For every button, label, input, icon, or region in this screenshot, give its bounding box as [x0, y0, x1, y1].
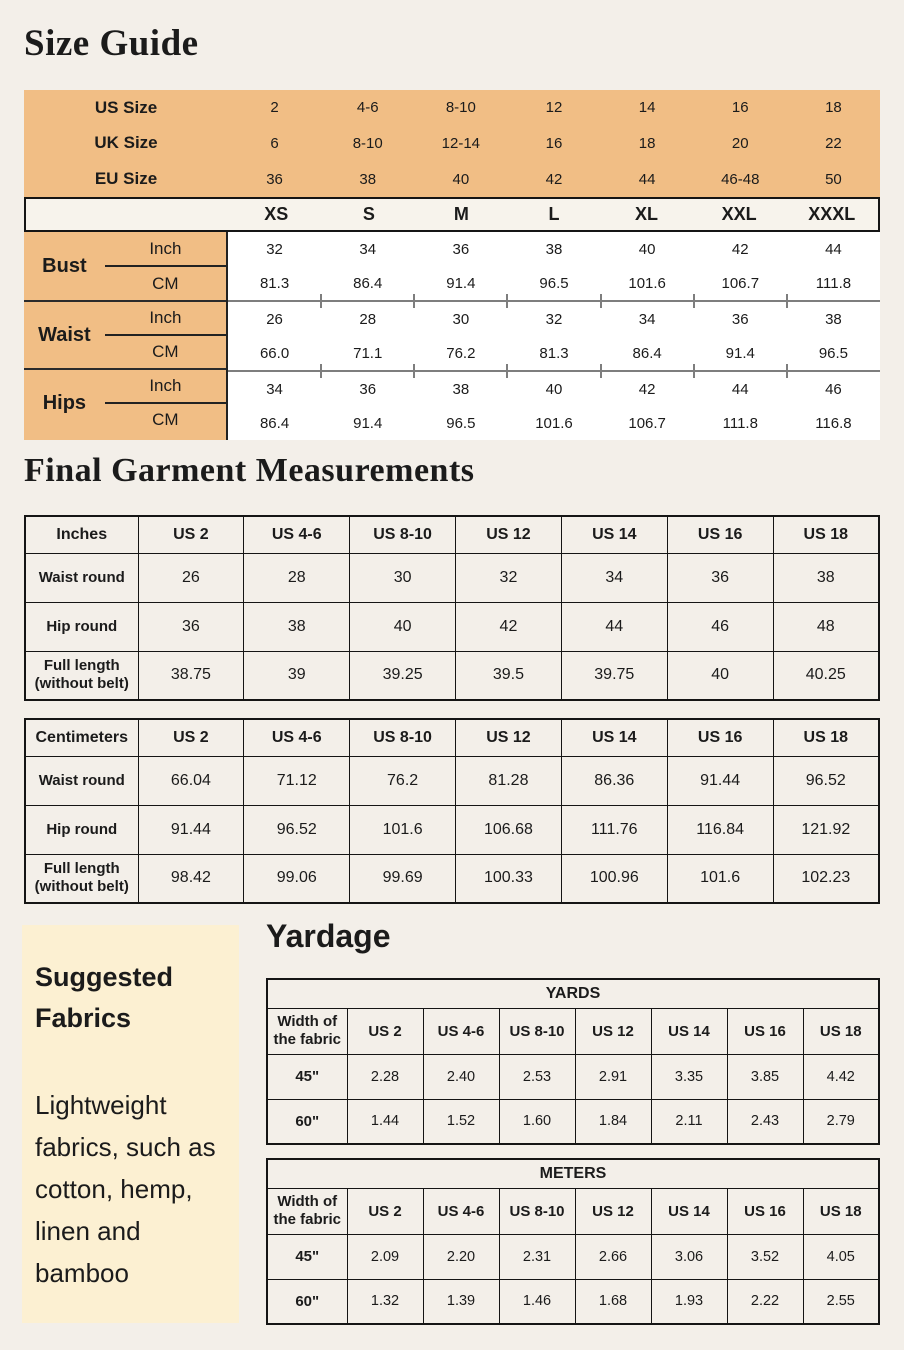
- value-cell: 2.11: [651, 1099, 727, 1144]
- value-cell: 2.31: [499, 1234, 575, 1279]
- column-header-cell: US 4-6: [423, 1188, 499, 1234]
- value-cell: 111.76: [561, 805, 667, 854]
- value-cell: 1.68: [575, 1279, 651, 1324]
- hips-inch-value: 38: [452, 380, 470, 398]
- measurement-label: Bust: [42, 254, 87, 277]
- bust-inch-value: 40: [638, 240, 656, 258]
- unit-header-cell: Centimeters: [25, 719, 138, 756]
- value-cell: 2.66: [575, 1234, 651, 1279]
- conversion-cell: 14: [638, 99, 656, 117]
- yardage-table-title: YARDS: [267, 979, 879, 1008]
- column-header-cell: US 16: [667, 516, 773, 553]
- waist-cm-value: 91.4: [725, 344, 755, 362]
- column-header-cell: US 4-6: [244, 516, 350, 553]
- size-label: M: [453, 204, 469, 224]
- bust-values: [228, 232, 880, 300]
- value-cell: 99.06: [244, 854, 350, 903]
- unit-label-cm: CM: [152, 342, 179, 361]
- bust-cm-value: 86.4: [353, 274, 383, 292]
- conversion-cell: 36: [266, 170, 283, 188]
- measurement-labels-column: [24, 232, 228, 440]
- unit-label-inch: Inch: [105, 232, 226, 267]
- bust-cm-value: 91.4: [446, 274, 476, 292]
- value-cell: 100.33: [456, 854, 562, 903]
- hips-cm-value: 86.4: [259, 414, 290, 432]
- conversion-cell: 2: [270, 99, 279, 117]
- hips-cm-value: 101.6: [535, 414, 573, 432]
- value-cell: 2.43: [727, 1099, 803, 1144]
- unit-label-inch: Inch: [105, 302, 226, 336]
- value-cell: 2.40: [423, 1054, 499, 1099]
- waist-inch-value: 26: [266, 310, 283, 328]
- value-cell: 4.05: [803, 1234, 879, 1279]
- value-cell: 2.20: [423, 1234, 499, 1279]
- bust-cm-value: 101.6: [628, 274, 666, 292]
- waist-cm-value: 86.4: [632, 344, 662, 362]
- value-cell: 2.53: [499, 1054, 575, 1099]
- value-cell: 76.2: [350, 756, 456, 805]
- value-cell: 2.22: [727, 1279, 803, 1324]
- yardage-table-yards: [266, 978, 880, 1145]
- conversion-cell: 40: [452, 170, 470, 188]
- column-header-cell: US 14: [651, 1008, 727, 1054]
- bust-inch-value: 36: [452, 240, 470, 258]
- value-cell: 32: [456, 553, 562, 602]
- waist-inch-value: 32: [545, 310, 563, 328]
- page-title: Size Guide: [24, 23, 199, 64]
- column-header-cell: US 16: [727, 1008, 803, 1054]
- value-cell: 39: [244, 651, 350, 700]
- bust-cm-value: 96.5: [539, 274, 569, 292]
- column-header-cell: US 14: [651, 1188, 727, 1234]
- column-header-cell: US 18: [803, 1008, 879, 1054]
- conversion-row-label: EU Size: [94, 169, 158, 189]
- garment-table-inches: [24, 515, 880, 701]
- row-label-line: (without belt): [34, 675, 129, 693]
- value-cell: 39.75: [561, 651, 667, 700]
- measurement-section-hips: [24, 368, 226, 436]
- suggested-fabrics-box: [22, 925, 239, 1323]
- bust-inch-value: 42: [731, 240, 749, 258]
- value-cell: 4.42: [803, 1054, 879, 1099]
- bust-inch-value: 34: [359, 240, 377, 258]
- waist-cm-value: 66.0: [259, 344, 290, 362]
- yardage-table-meters: [266, 1158, 880, 1325]
- value-cell: 44: [561, 602, 667, 651]
- conversion-cell: 8-10: [352, 134, 383, 152]
- hips-inch-value: 34: [266, 380, 283, 398]
- size-label: S: [362, 204, 375, 224]
- hips-inch-value: 42: [638, 380, 656, 398]
- bust-inch-value: 44: [825, 240, 842, 258]
- conversion-cell: 12-14: [441, 134, 481, 152]
- value-cell: 91.44: [138, 805, 244, 854]
- row-label-line: (without belt): [34, 878, 129, 896]
- conversion-cell: 22: [825, 134, 842, 152]
- conversion-cell: 8-10: [445, 99, 476, 117]
- row-label-line: Full length: [43, 860, 120, 878]
- hips-cm-value: 96.5: [446, 414, 476, 432]
- value-cell: 96.52: [244, 805, 350, 854]
- size-labels-row: [24, 197, 880, 232]
- measurement-block: [24, 232, 880, 440]
- conversion-cell: 18: [825, 99, 842, 117]
- value-cell: 28: [244, 553, 350, 602]
- value-cell: 116.84: [667, 805, 773, 854]
- hips-inch-value: 44: [731, 380, 749, 398]
- bust-cm-value: 111.8: [815, 274, 852, 292]
- waist-cm-value: 76.2: [446, 344, 476, 362]
- value-cell: 2.79: [803, 1099, 879, 1144]
- measurement-label: Hips: [42, 391, 87, 414]
- value-cell: 3.35: [651, 1054, 727, 1099]
- conversion-cell: 44: [638, 170, 656, 188]
- value-cell: 100.96: [561, 854, 667, 903]
- waist-cm-value: 71.1: [353, 344, 383, 362]
- value-cell: 36: [138, 602, 244, 651]
- bust-cm-value: 81.3: [259, 274, 290, 292]
- hips-values: [228, 370, 880, 440]
- row-label-cell: [25, 651, 138, 700]
- column-header-cell: US 4-6: [423, 1008, 499, 1054]
- conversion-cell: 16: [731, 99, 749, 117]
- waist-inch-value: 38: [825, 310, 842, 328]
- value-cell: 106.68: [456, 805, 562, 854]
- fabric-width-45-label: 45": [267, 1054, 347, 1099]
- waist-inch-value: 34: [638, 310, 656, 328]
- hips-cm-value: 91.4: [353, 414, 383, 432]
- column-header-cell: US 12: [575, 1188, 651, 1234]
- measurement-values-area: [228, 232, 880, 440]
- conversion-cell: 6: [270, 134, 279, 152]
- bust-inch-value: 38: [545, 240, 563, 258]
- measurement-section-bust: [24, 232, 226, 300]
- fabrics-body: Lightweight fabrics, such as cotton, hemp, linen and bamboo: [35, 1090, 216, 1289]
- width-label-cell: Width of the fabric: [267, 1188, 347, 1234]
- value-cell: 101.6: [350, 805, 456, 854]
- value-cell: 1.60: [499, 1099, 575, 1144]
- value-cell: 81.28: [456, 756, 562, 805]
- value-cell: 1.32: [347, 1279, 423, 1324]
- size-label: XXL: [721, 204, 757, 224]
- waist-cm-value: 81.3: [539, 344, 569, 362]
- fabric-width-45-label: 45": [267, 1234, 347, 1279]
- waist-inch-value: 30: [452, 310, 470, 328]
- value-cell: 1.93: [651, 1279, 727, 1324]
- conversion-cell: 50: [825, 170, 842, 188]
- waist-values: [228, 300, 880, 370]
- value-cell: 40: [667, 651, 773, 700]
- column-header-cell: US 12: [456, 719, 562, 756]
- value-cell: 1.39: [423, 1279, 499, 1324]
- row-label-cell: Waist round: [25, 553, 138, 602]
- value-cell: 38.75: [138, 651, 244, 700]
- value-cell: 48: [773, 602, 879, 651]
- conversion-cell: 38: [359, 170, 377, 188]
- row-label-cell: Waist round: [25, 756, 138, 805]
- row-label-cell: Hip round: [25, 805, 138, 854]
- size-label: L: [548, 204, 560, 224]
- value-cell: 2.91: [575, 1054, 651, 1099]
- fabrics-title: Suggested Fabrics: [35, 962, 174, 1033]
- value-cell: 1.52: [423, 1099, 499, 1144]
- value-cell: 30: [350, 553, 456, 602]
- column-header-cell: US 14: [561, 719, 667, 756]
- column-header-cell: US 12: [575, 1008, 651, 1054]
- conversion-cell: 42: [545, 170, 563, 188]
- conversion-cell: 12: [545, 99, 563, 117]
- column-header-cell: US 18: [803, 1188, 879, 1234]
- value-cell: 38: [773, 553, 879, 602]
- value-cell: 2.28: [347, 1054, 423, 1099]
- bust-inch-value: 32: [266, 240, 283, 258]
- garment-table-centimeters: [24, 718, 880, 904]
- value-cell: 39.5: [456, 651, 562, 700]
- column-header-cell: US 8-10: [499, 1188, 575, 1234]
- waist-cm-value: 96.5: [818, 344, 849, 362]
- value-cell: 121.92: [773, 805, 879, 854]
- column-header-cell: US 18: [773, 516, 879, 553]
- value-cell: 39.25: [350, 651, 456, 700]
- size-label: XL: [635, 204, 659, 224]
- value-cell: 2.09: [347, 1234, 423, 1279]
- conversion-row-label: UK Size: [94, 133, 158, 153]
- value-cell: 26: [138, 553, 244, 602]
- column-header-cell: US 4-6: [244, 719, 350, 756]
- column-header-cell: US 16: [727, 1188, 803, 1234]
- conversion-cell: 20: [731, 134, 749, 152]
- value-cell: 101.6: [667, 854, 773, 903]
- value-cell: 36: [667, 553, 773, 602]
- value-cell: 71.12: [244, 756, 350, 805]
- value-cell: 42: [456, 602, 562, 651]
- unit-label-cm: CM: [152, 410, 179, 429]
- fabric-width-60-label: 60": [267, 1279, 347, 1324]
- column-header-cell: US 12: [456, 516, 562, 553]
- value-cell: 98.42: [138, 854, 244, 903]
- waist-inch-value: 28: [359, 310, 377, 328]
- conversion-cell: 16: [545, 134, 563, 152]
- conversion-cell: 46-48: [721, 170, 760, 188]
- value-cell: 40: [350, 602, 456, 651]
- column-header-cell: US 2: [347, 1188, 423, 1234]
- column-header-cell: US 8-10: [499, 1008, 575, 1054]
- size-label: XS: [264, 204, 289, 224]
- row-label-line: Full length: [43, 657, 120, 675]
- bust-cm-value: 106.7: [721, 274, 760, 292]
- hips-inch-value: 36: [359, 380, 377, 398]
- value-cell: 38: [244, 602, 350, 651]
- column-header-cell: US 16: [667, 719, 773, 756]
- hips-cm-value: 106.7: [628, 414, 666, 432]
- value-cell: 102.23: [773, 854, 879, 903]
- value-cell: 1.44: [347, 1099, 423, 1144]
- waist-inch-value: 36: [731, 310, 749, 328]
- value-cell: 40.25: [773, 651, 879, 700]
- hips-inch-value: 46: [825, 380, 842, 398]
- size-conversion-chart: [24, 90, 880, 440]
- hips-inch-value: 40: [545, 380, 563, 398]
- section-title-garment: Final Garment Measurements: [24, 452, 475, 489]
- hips-cm-value: 116.8: [815, 414, 852, 432]
- column-header-cell: US 18: [773, 719, 879, 756]
- width-label-cell: Width of the fabric: [267, 1008, 347, 1054]
- value-cell: 96.52: [773, 756, 879, 805]
- row-label-cell: Hip round: [25, 602, 138, 651]
- size-label: XXXL: [808, 204, 856, 224]
- value-cell: 66.04: [138, 756, 244, 805]
- row-label-cell: [25, 854, 138, 903]
- value-cell: 86.36: [561, 756, 667, 805]
- column-header-cell: US 14: [561, 516, 667, 553]
- fabric-width-60-label: 60": [267, 1099, 347, 1144]
- yardage-table-title: METERS: [267, 1159, 879, 1188]
- value-cell: 3.52: [727, 1234, 803, 1279]
- unit-header-cell: Inches: [25, 516, 138, 553]
- value-cell: 3.85: [727, 1054, 803, 1099]
- value-cell: 1.46: [499, 1279, 575, 1324]
- unit-label-inch: Inch: [105, 370, 226, 404]
- value-cell: 34: [561, 553, 667, 602]
- measurement-label: Waist: [38, 323, 91, 346]
- hips-cm-value: 111.8: [722, 414, 758, 432]
- unit-label-cm: CM: [152, 273, 179, 293]
- measurement-section-waist: [24, 300, 226, 368]
- size-conversion-header: [24, 90, 880, 197]
- value-cell: 91.44: [667, 756, 773, 805]
- column-header-cell: US 2: [138, 719, 244, 756]
- value-cell: 1.84: [575, 1099, 651, 1144]
- section-title-yardage: Yardage: [266, 918, 391, 954]
- value-cell: 99.69: [350, 854, 456, 903]
- column-header-cell: US 8-10: [350, 516, 456, 553]
- value-cell: 46: [667, 602, 773, 651]
- conversion-cell: 4-6: [356, 99, 379, 117]
- value-cell: 3.06: [651, 1234, 727, 1279]
- conversion-cell: 18: [638, 134, 656, 152]
- conversion-row-label: US Size: [94, 97, 158, 117]
- column-header-cell: US 2: [138, 516, 244, 553]
- column-header-cell: US 8-10: [350, 719, 456, 756]
- value-cell: 2.55: [803, 1279, 879, 1324]
- column-header-cell: US 2: [347, 1008, 423, 1054]
